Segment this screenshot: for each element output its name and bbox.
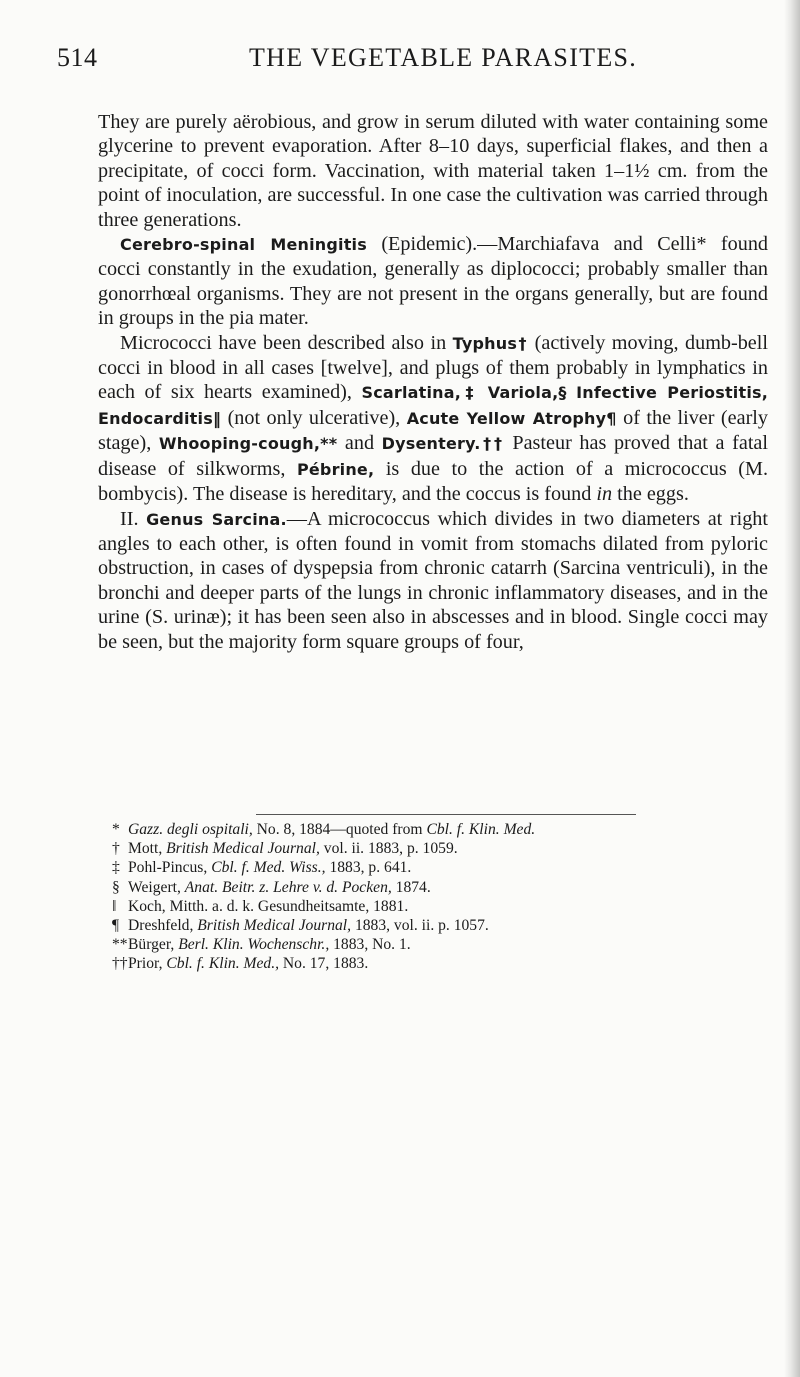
page-edge-shadow bbox=[784, 0, 800, 1377]
footnote-italic: Cbl. f. Klin. Med., bbox=[166, 955, 279, 973]
text-run bbox=[567, 381, 577, 403]
paragraph-text: They are purely aërobious, and grow in serum diluted with water containing some glycerine to prevent evaporation. After 8–10 days, superficial flakes, and then a precipitate, of cocci form. Vaccination, with material taken 1–1½ cm. from the point of inoculation, are successful. In one case the cultivation was carried through three generations. bbox=[98, 111, 768, 231]
footnote-text: Dreshfeld, bbox=[128, 917, 198, 935]
page-number: 514 bbox=[57, 43, 98, 72]
footnote-rule bbox=[256, 814, 636, 815]
footnote-text: 1874. bbox=[391, 878, 431, 896]
footnote-italic: British Medical Journal, bbox=[197, 917, 352, 935]
footnote-mark: * bbox=[112, 821, 120, 838]
term-yellow-atrophy: Acute Yellow Atrophy¶ bbox=[406, 408, 617, 428]
text-run bbox=[478, 381, 488, 403]
footnote-text: Weigert, bbox=[128, 878, 185, 896]
footnote-italic: Berl. Klin. Wochenschr., bbox=[178, 936, 330, 954]
footnote-italic: Gazz. degli ospitali, bbox=[128, 821, 253, 838]
footnote-text: 1883, No. 1. bbox=[329, 936, 411, 954]
footnote-text: vol. ii. 1883, p. 1059. bbox=[319, 840, 458, 858]
footnote bbox=[112, 839, 762, 858]
term-typhus: Typhus† bbox=[452, 333, 529, 353]
term-periostitis: Infective Periostitis, bbox=[576, 383, 769, 403]
italic-in: in bbox=[596, 483, 613, 506]
text-run: (not only ulcerative), bbox=[221, 406, 407, 429]
footnote-text: 1883, vol. ii. p. 1057. bbox=[351, 917, 489, 935]
text-run: is due to the action of a micrococcus (M. bombycis). The disease is hereditary, and the coccus is found bbox=[98, 457, 769, 506]
footnote-text: No. 17, 1883. bbox=[279, 955, 369, 973]
term-pebrine: Pébrine, bbox=[296, 459, 375, 479]
page-header bbox=[57, 43, 757, 83]
text-run: (actively moving, dumb-bell cocci in blood in all cases [twelve], and plugs of them probably in lymphatics in each of six hearts examined), bbox=[98, 331, 768, 404]
paragraph-sarcina bbox=[98, 507, 768, 654]
running-head: THE VEGETABLE PARASITES. bbox=[249, 43, 638, 72]
footnote bbox=[112, 935, 762, 954]
text-run: the eggs. bbox=[612, 483, 689, 506]
heading-sarcina: Genus Sarcina. bbox=[146, 509, 287, 529]
heading-meningitis: Cerebro-spinal Meningitis bbox=[120, 235, 367, 255]
footnote-text: No. 8, 1884—quoted from bbox=[252, 821, 427, 838]
section-number: II. bbox=[120, 507, 147, 530]
paragraph-vaccination bbox=[98, 110, 768, 232]
footnote-mark: ‡ bbox=[112, 859, 120, 877]
footnote-mark: § bbox=[112, 878, 120, 896]
footnote bbox=[112, 954, 762, 973]
footnote-text: 1883, p. 641. bbox=[325, 859, 412, 877]
footnote-text: Mott, bbox=[128, 840, 167, 858]
footnote-mark: ¶ bbox=[112, 917, 120, 935]
body-text bbox=[98, 110, 768, 654]
footnote bbox=[112, 878, 762, 897]
footnote-italic: Cbl. f. Med. Wiss., bbox=[211, 859, 326, 877]
footnote-italic: Cbl. f. Klin. Med. bbox=[426, 821, 536, 838]
footnote bbox=[112, 897, 762, 916]
paragraph-text: (Epidemic).—Marchiafava and Celli* found cocci constantly in the exudation, generally as diplococci; probably smaller than gonorrhœal organisms. They are not present in the organs generally, but are found in groups in the pia mater. bbox=[98, 233, 769, 330]
paragraph-text: —A micrococcus which divides in two diameters at right angles to each other, is often found in vomit from stomachs dilated from pyloric obstruction, in cases of dyspepsia from chronic catarrh (Sarcina ventriculi), in the bronchi and deeper parts of the lungs in chronic inflammatory diseases, and in the urine (S. urinæ); it has been seen also in abscesses and in blood. Single cocci may be seen, but the majority form square groups of four, bbox=[98, 507, 768, 653]
term-endocarditis: Endocarditis‖ bbox=[98, 408, 222, 428]
text-run: of the liver (early stage), bbox=[98, 406, 768, 455]
term-dysentery: Dysentery.†† bbox=[381, 434, 505, 454]
term-whooping-cough: Whooping-cough,** bbox=[158, 434, 338, 454]
paragraph-micrococci bbox=[98, 331, 768, 507]
text-run: Pasteur has proved that a fatal disease of silkworms, bbox=[98, 432, 768, 480]
footnotes bbox=[112, 820, 762, 974]
footnote-mark: † bbox=[112, 840, 120, 858]
footnote-mark: †† bbox=[112, 955, 128, 973]
footnote-mark: ** bbox=[112, 936, 128, 954]
term-scarlatina: Scarlatina,‡ bbox=[361, 383, 479, 403]
footnote-text: Pohl-Pincus, bbox=[128, 859, 212, 877]
footnote-mark: ‖ bbox=[112, 897, 117, 915]
text-run: and bbox=[337, 432, 382, 455]
footnote bbox=[112, 820, 762, 839]
footnote-text: Koch, Mitth. a. d. k. Gesundheitsamte, 1881. bbox=[128, 897, 409, 915]
footnote bbox=[112, 916, 762, 935]
footnote-italic: British Medical Journal, bbox=[166, 840, 320, 858]
term-variola: Variola,§ bbox=[487, 383, 567, 403]
footnote bbox=[112, 858, 762, 877]
footnote-italic: Anat. Beitr. z. Lehre v. d. Pocken, bbox=[184, 878, 392, 896]
footnote-text: Bürger, bbox=[128, 936, 179, 954]
text-run: Micrococci have been described also in bbox=[120, 331, 453, 354]
footnote-text: Prior, bbox=[128, 955, 167, 973]
paragraph-meningitis bbox=[98, 232, 768, 331]
